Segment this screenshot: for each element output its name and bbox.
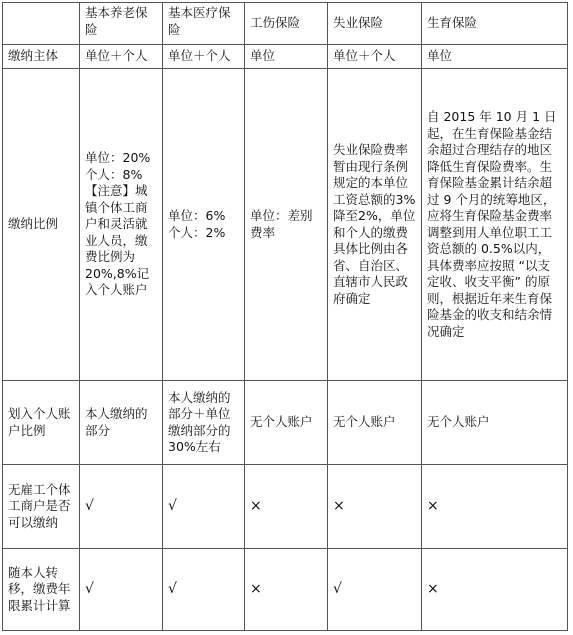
row-label: 随本人转移，缴费年限累计计算 — [3, 549, 80, 631]
header-pension: 基本养老保险 — [80, 3, 163, 45]
table-cell: 无个人账户 — [245, 381, 328, 465]
table-row — [3, 549, 568, 631]
table-row — [3, 45, 568, 69]
cross-mark: × — [245, 465, 328, 549]
check-mark: √ — [80, 549, 163, 631]
row-label: 缴纳主体 — [3, 45, 80, 69]
header-unemployment: 失业保险 — [328, 3, 422, 45]
table-cell: 单位 — [422, 45, 568, 69]
header-row — [3, 3, 568, 45]
row-label: 划入个人账户比例 — [3, 381, 80, 465]
table-row — [3, 465, 568, 549]
table-row — [3, 381, 568, 465]
table-row — [3, 69, 568, 381]
table-cell: 单位：6% 个人：2% — [163, 69, 245, 381]
table-cell: 本人缴纳的部分＋单位缴纳部分的30%左右 — [163, 381, 245, 465]
table-cell: 本人缴纳的部分 — [80, 381, 163, 465]
check-mark: √ — [163, 549, 245, 631]
cropped-text-line — [0, 628, 573, 635]
table-cell: 自 2015 年 10 月 1 日起，在生育保险基金结余超过合理结存的地区降低生育保险费率。生育保险基金累计结余超过 9 个月的统筹地区，应将生育保险基金费率调整到用人单位职工工资总额的 0.5%以内，具体费率应按照 “以支定收、收支平衡” 的原则，根据近年来生育保险基金的收支和结余情况确定 — [422, 69, 568, 381]
row-label: 缴纳比例 — [3, 69, 80, 381]
header-corner — [3, 3, 80, 45]
row-label: 无雇工个体工商户是否可以缴纳 — [3, 465, 80, 549]
header-injury: 工伤保险 — [245, 3, 328, 45]
table-cell: 无个人账户 — [328, 381, 422, 465]
table-cell: 失业保险费率暂由现行条例规定的本单位工资总额的3%降至2%，单位和个人的缴费具体比例由各省、自治区、直辖市人民政府确定 — [328, 69, 422, 381]
check-mark: √ — [163, 465, 245, 549]
table-cell: 单位＋个人 — [163, 45, 245, 69]
header-maternity: 生育保险 — [422, 3, 568, 45]
check-mark: √ — [328, 549, 422, 631]
table-cell: 单位 — [245, 45, 328, 69]
cross-mark: × — [422, 465, 568, 549]
table-cell: 无个人账户 — [422, 381, 568, 465]
cross-mark: × — [422, 549, 568, 631]
cross-mark: × — [328, 465, 422, 549]
insurance-table — [2, 2, 568, 631]
check-mark: √ — [80, 465, 163, 549]
table-cell: 单位：差别费率 — [245, 69, 328, 381]
cross-mark: × — [245, 549, 328, 631]
table-cell: 单位＋个人 — [328, 45, 422, 69]
table-cell: 单位：20% 个人：8% 【注意】城镇个体工商户和灵活就业人员，缴费比例为20%,8%记入个人账户 — [80, 69, 163, 381]
header-medical: 基本医疗保险 — [163, 3, 245, 45]
table-cell: 单位＋个人 — [80, 45, 163, 69]
